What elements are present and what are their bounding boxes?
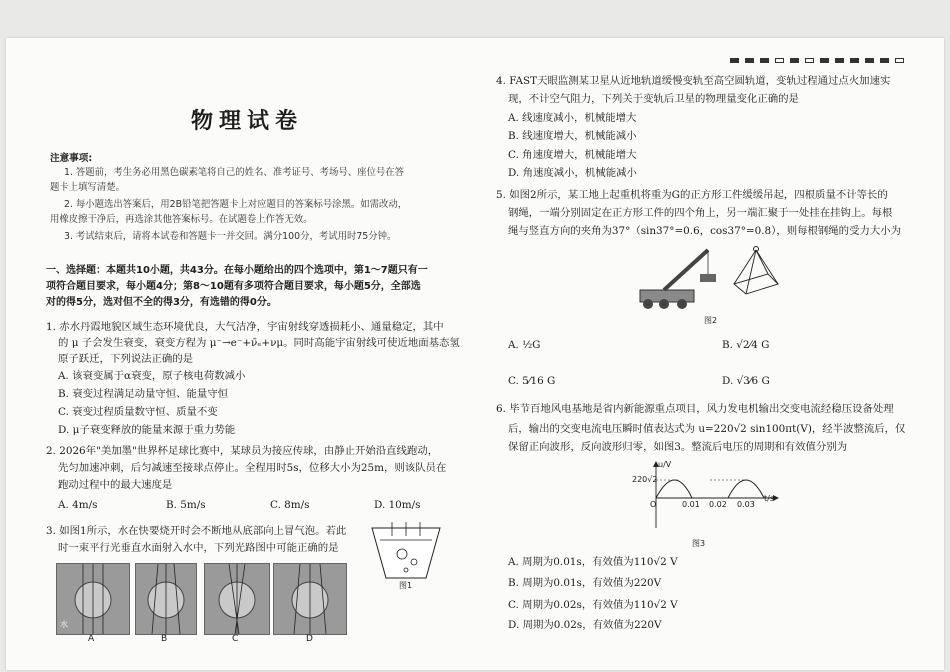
q4-option: C. 角速度增大，机械能增大 — [508, 149, 637, 161]
figure-2-caption: 图2 — [704, 316, 718, 325]
fig3-xtick: 0.02 — [709, 500, 727, 509]
q5-option: D. √3⁄6 G — [722, 375, 770, 387]
fig3-xtick: 0.01 — [682, 500, 700, 509]
q1-stem: 原子跃迁，下列说法正确的是 — [58, 353, 194, 365]
q3-option-b-label: B — [161, 634, 168, 644]
notice-heading: 注意事项: — [50, 153, 93, 164]
figure-2-crane — [634, 244, 794, 314]
q2-stem: 跑动过程中的最大速度是 — [58, 479, 173, 491]
fig3-ytick: 220√2 — [632, 475, 658, 484]
q3-option-a-label: A — [88, 634, 95, 644]
q3-option-c-label: C — [232, 634, 239, 644]
q3-stem: 时一束平行光垂直水面射入水中，下列光路图中可能正确的是 — [58, 542, 339, 554]
notice-line: 1. 答题前，考生务必用黑色碳素笔将自己的姓名、准考证号、考场号、座位号在答 — [64, 167, 405, 178]
exam-sheet — [6, 38, 944, 670]
notice-line: 3. 考试结束后，请将本试卷和答题卡一并交回。满分100分，考试用时75分钟。 — [64, 231, 397, 242]
q3-option-c-diagram — [204, 563, 270, 635]
q2-option: D. 10m/s — [374, 499, 421, 511]
q4-option: D. 角速度减小，机械能减小 — [508, 167, 637, 179]
q6-option: C. 周期为0.02s，有效值为110√2 V — [508, 599, 678, 611]
q2-stem: 先匀加速冲刺，后匀减速至接球点停止。全程用时5s，位移大小为25m，则该队员在 — [58, 462, 447, 474]
q4-option: B. 线速度增大，机械能减小 — [508, 130, 637, 142]
fig3-xlabel: t/s — [764, 494, 774, 503]
q5-stem: 绳与竖直方向的夹角为37°（sin37°=0.6，cos37°=0.8），则每根钢绳的受力大小为 — [508, 225, 902, 237]
q2-option: C. 8m/s — [270, 499, 310, 511]
q1-stem: 的 μ 子会发生衰变，衰变方程为 μ⁻→e⁻+ν̄ₑ+νμ。同时高能宇宙射线可使近地面基态氢 — [58, 337, 460, 349]
q2-option: B. 5m/s — [166, 499, 206, 511]
notice-line: 用橡皮擦干净后，再选涂其他答案标号。在试题卷上作答无效。 — [50, 214, 313, 225]
q5-option: C. 5⁄16 G — [508, 375, 556, 387]
figure-3-caption: 图3 — [692, 539, 706, 548]
water-label: 水 — [60, 620, 68, 629]
q5-option: A. ½G — [508, 339, 541, 351]
notice-line: 题卡上填写清楚。 — [50, 182, 126, 193]
q4-stem: 现，不计空气阻力，下列关于变轨后卫星的物理量变化正确的是 — [508, 93, 799, 105]
fig3-ylabel: u/V — [658, 460, 672, 469]
q1-option: A. 该衰变属于α衰变，原子核电荷数减小 — [58, 370, 246, 382]
section-instructions: 对的得5分，选对但不全的得3分，有选错的得0分。 — [46, 297, 277, 308]
notice-line: 2. 每小题选出答案后，用2B铅笔把答题卡上对应题目的答案标号涂黑。如需改动， — [64, 199, 408, 210]
q5-stem: 5. 如图2所示，某工地上起重机将重为G的正方形工件缓缓吊起，四根质量不计等长的 — [496, 189, 888, 201]
q4-option: A. 线速度减小，机械能增大 — [508, 112, 637, 124]
q3-option-d-label: D — [306, 634, 313, 644]
q1-option: D. μ子衰变释放的能量来源于重力势能 — [58, 424, 236, 436]
q3-option-d-diagram — [273, 563, 347, 635]
q6-option: B. 周期为0.01s，有效值为220V — [508, 577, 662, 589]
fig3-xtick: 0.03 — [737, 500, 755, 509]
q1-stem: 1. 赤水丹霞地貌区域生态环境优良，大气洁净，宇宙射线穿透损耗小、通量稳定，其中 — [46, 321, 444, 333]
q4-stem: 4. FAST天眼监测某卫星从近地轨道缓慢变轨至高空圆轨道，变轨过程通过点火加速实 — [496, 75, 891, 87]
section-instructions: 一、选择题：本题共10小题，共43分。在每小题给出的四个选项中，第1～7题只有一 — [46, 265, 428, 276]
page-title: 物理试卷 — [191, 108, 304, 134]
q3-option-b-diagram — [135, 563, 197, 635]
q1-option: C. 衰变过程质量数守恒、质量不变 — [58, 406, 218, 418]
q1-option: B. 衰变过程满足动量守恒、能量守恒 — [58, 388, 229, 400]
q5-option: B. √2⁄4 G — [722, 339, 770, 351]
q6-option: D. 周期为0.02s，有效值为220V — [508, 619, 662, 631]
q5-stem: 钢绳，一端分别固定在正方形工件的四个角上，另一端汇聚于一处挂在挂钩上。每根 — [508, 207, 893, 219]
figure-1-caption: 图1 — [399, 581, 413, 590]
q6-stem: 6. 毕节百地风电基地是省内新能源重点项目，风力发电机输出交变电流经稳压设备处理 — [496, 403, 894, 415]
fig3-origin: O — [650, 500, 657, 509]
q3-stem: 3. 如图1所示，水在快要烧开时会不断地从底部向上冒气泡。若此 — [46, 525, 347, 537]
header-marks — [730, 58, 904, 63]
q2-option: A. 4m/s — [58, 499, 98, 511]
q6-stem: 后，输出的交变电流电压瞬时值表达式为 u=220√2 sin100πt(V)，经半波整流后，仅 — [508, 423, 906, 435]
q2-stem: 2. 2026年"美加墨"世界杯足球比赛中，某球员为接应传球，由静止开始沿直线跑动， — [46, 445, 439, 457]
section-instructions: 项符合题目要求，每小题4分；第8～10题有多项符合题目要求，每小题5分，全部选 — [46, 281, 421, 292]
q6-stem: 保留正向波形，反向波形归零，如图3。整流后电压的周期和有效值分别为 — [508, 441, 848, 453]
q6-option: A. 周期为0.01s，有效值为110√2 V — [508, 556, 678, 568]
